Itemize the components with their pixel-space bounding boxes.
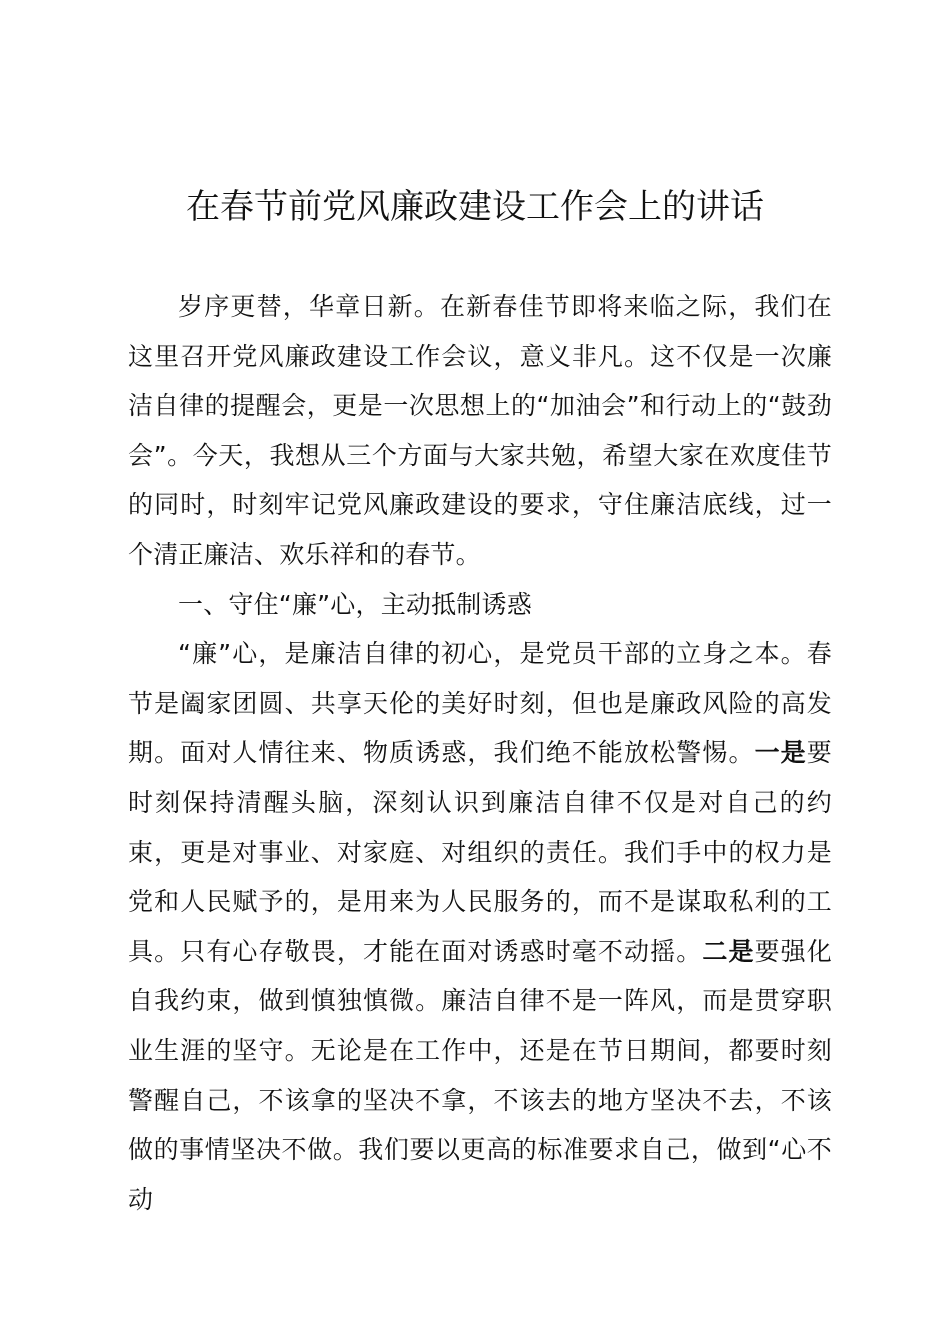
document-title: 在春节前党风廉政建设工作会上的讲话 [186,187,764,227]
paragraph-section-1-intro: “廉”心，是廉洁自律的初心，是党员干部的立身之本。春节是阖家团圆、共享天伦的美好时刻，但也是廉政风险的高发期。面对人情往来、物质诱惑，我们绝不能放松警惕。 [128,639,832,768]
point-two-text: 要强化自我约束，做到慎独慎微。廉洁自律不是一阵风，而是贯穿职业生涯的坚守。无论是在工作中，还是在节日期间，都要时刻警醒自己，不该拿的坚决不拿，不该去的地方坚决不去，不该做的事情坚决不做。我们要以更高的标准要求自己，做到“心不动 [128,936,832,1214]
point-two-label: 二是 [702,936,755,966]
section-heading-1: 一、守住“廉”心，主动抵制诱惑 [178,589,532,619]
point-one-text: 要时刻保持清醒头脑，深刻认识到廉洁自律不仅是对自己的约束，更是对事业、对家庭、对组织的责任。我们手中的权力是党和人民赋予的，是用来为人民服务的，而不是谋取私利的工具。只有心存敬畏，才能在面对诱惑时毫不动摇。 [128,738,832,966]
paragraph-intro: 岁序更替，华章日新。在新春佳节即将来临之际，我们在这里召开党风廉政建设工作会议，意义非凡。这不仅是一次廉洁自律的提醒会，更是一次思想上的“加油会”和行动上的“鼓劲会”。今天，我想从三个方面与大家共勉，希望大家在欢度佳节的同时，时刻牢记党风廉政建设的要求，守住廉洁底线，过一个清正廉洁、欢乐祥和的春节。 [128,292,832,569]
point-one-label: 一是 [754,738,807,768]
document-body [128,282,832,1224]
paragraph-section-1 [128,629,832,1224]
